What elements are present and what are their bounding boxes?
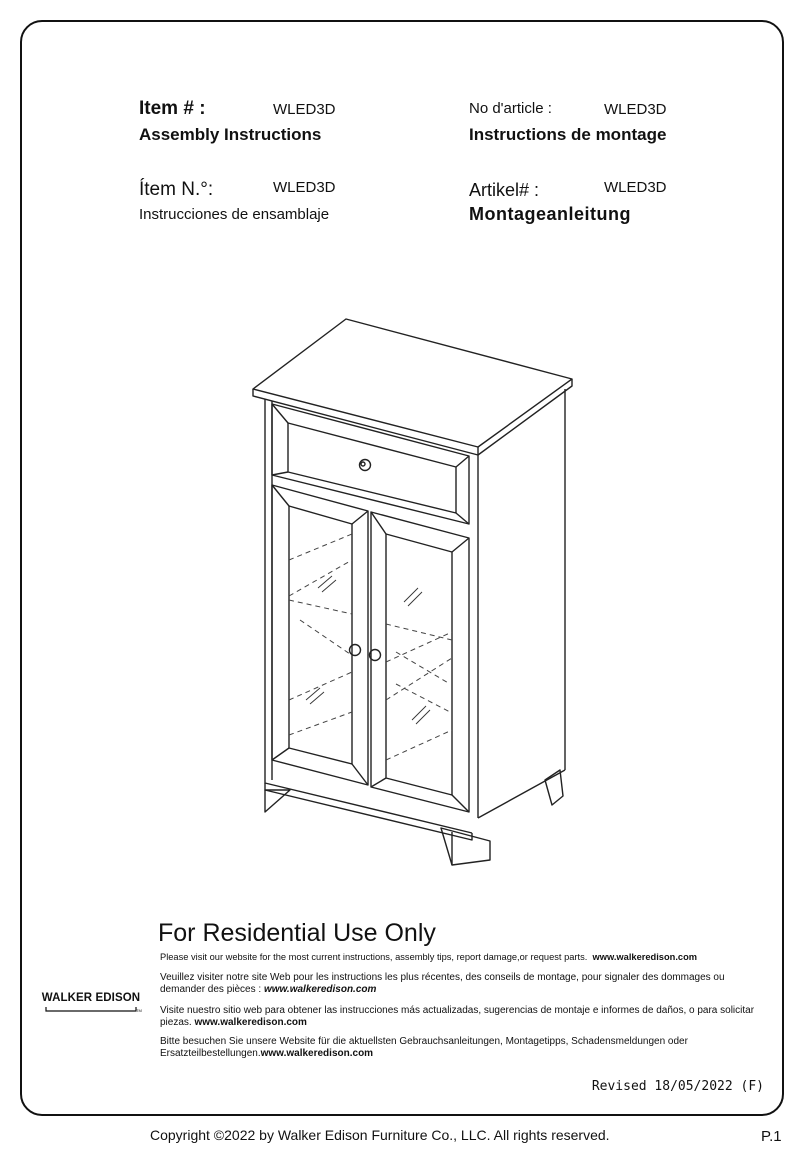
notice-en-text: Please visit our website for the most current instructions, assembly tips, report damage,or request parts. [160, 952, 588, 962]
notice-de-text: Bitte besuchen Sie unsere Website für die aktuellsten Gebrauchsanleitungen, Montagetipps, Schadensmeldungen oder Ersatzteilbestellungen. [160, 1036, 688, 1059]
es-instructions-title: Instrucciones de ensamblaje [139, 206, 330, 223]
notice-es [160, 1005, 766, 1029]
de-item-label: Artikel# : [469, 180, 540, 200]
website-link-de[interactable]: www.walkeredison.com [260, 1048, 374, 1059]
notice-fr [160, 972, 766, 996]
copyright-notice: Copyright ©2022 by Walker Edison Furniture Co., LLC. All rights reserved. [150, 1127, 610, 1143]
notice-es-text: Visite nuestro sitio web para obtener las instrucciones más actualizadas, sugerencias de montaje e informes de daños, o para solicitar piezas. [160, 1005, 755, 1028]
residential-use-heading: For Residential Use Only [158, 919, 436, 947]
notice-de [160, 1036, 766, 1060]
item-label: Item # : [139, 98, 206, 119]
logo-bracket-icon [40, 990, 142, 1016]
revision-date: Revised 18/05/2022 (F) [591, 1079, 764, 1094]
fr-item-label: No d'article : [469, 100, 552, 117]
es-item-code: WLED3D [273, 179, 336, 196]
de-instructions-title: Montageanleitung [469, 204, 631, 224]
notice-fr-text: Veuillez visiter notre site Web pour les instructions les plus récentes, des conseils de montage, pour signaler des dommages ou demander des pièces : [160, 972, 725, 995]
page-number: P.1 [761, 1128, 782, 1145]
logo-trademark: TM [136, 1008, 142, 1013]
fr-instructions-title: Instructions de montage [469, 125, 667, 144]
logo-text: WALKER EDISON [41, 992, 141, 1004]
assembly-instructions-title: Assembly Instructions [139, 125, 322, 144]
website-link-es[interactable]: www.walkeredison.com [194, 1017, 307, 1028]
website-link-fr[interactable]: www.walkeredison.com [263, 984, 377, 995]
de-item-code: WLED3D [604, 179, 667, 196]
es-item-label: Ítem N.°: [139, 179, 214, 200]
website-link-en[interactable]: www.walkeredison.com [592, 952, 698, 962]
item-code: WLED3D [273, 101, 336, 118]
cabinet-illustration [240, 310, 580, 870]
walker-edison-logo [40, 990, 142, 1016]
notice-en [160, 951, 766, 963]
fr-item-code: WLED3D [604, 101, 667, 118]
